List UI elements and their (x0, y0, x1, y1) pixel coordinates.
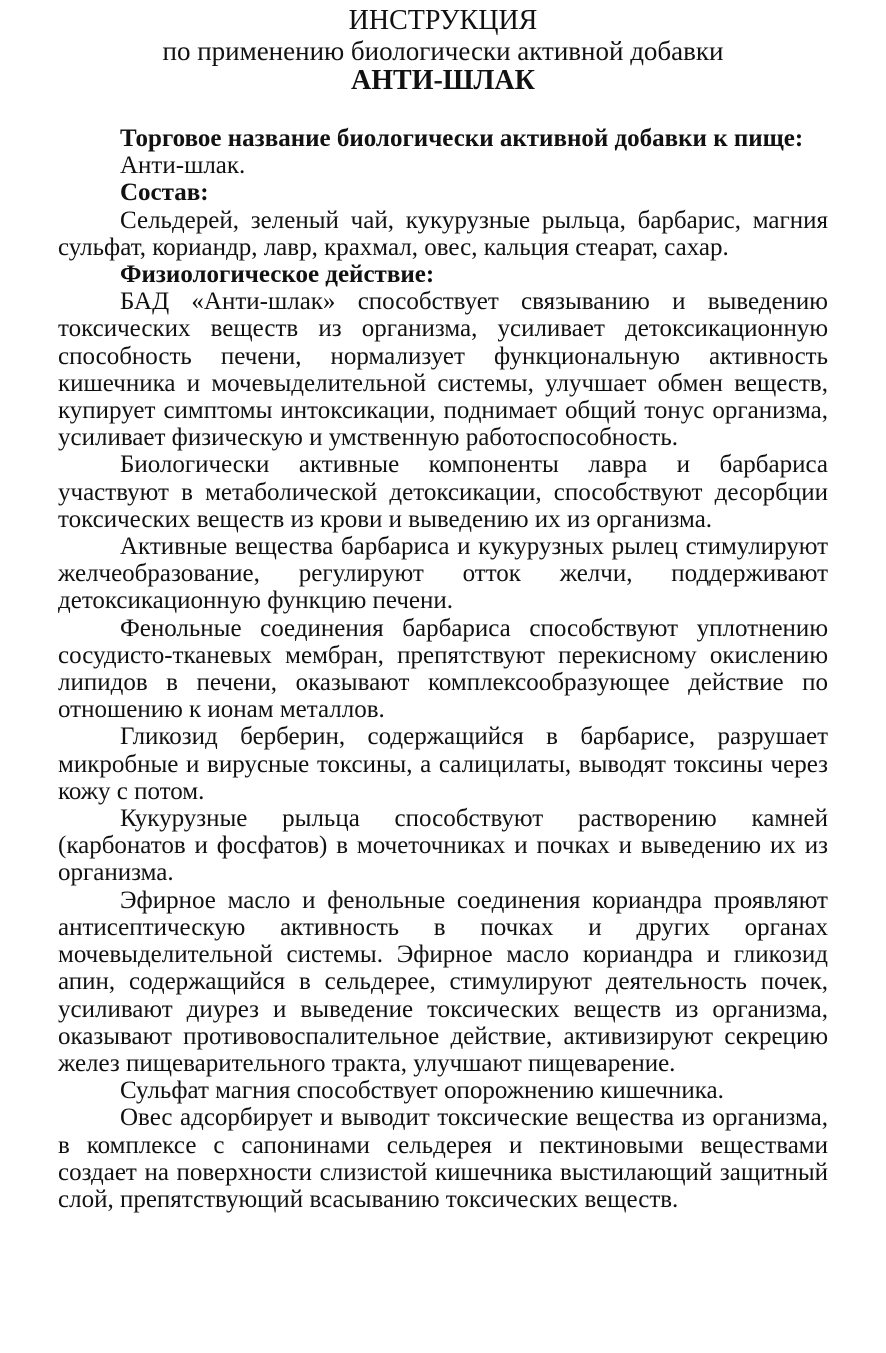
action-paragraph: Активные вещества барбариса и кукурузных рылец стимулируют желчеобразование, регулируют отток желчи, поддерживают детоксикационную функцию печени. (58, 533, 828, 615)
trade-name-heading: Торговое название биологически активной добавки к пище: (120, 125, 804, 152)
composition-text: Сельдерей, зеленый чай, кукурузные рыльца, барбарис, магния сульфат, кориандр, лавр, крахмал, овес, кальция стеарат, сахар. (58, 206, 828, 261)
action-paragraph: Фенольные соединения барбариса способствуют уплотнению сосудисто-тканевых мембран, препятствуют перекисному окислению липидов в печени, оказывают комплексообразующее действие по отношению к ионам металлов. (58, 614, 828, 724)
action-paragraph: Гликозид берберин, содержащийся в барбарисе, разрушает микробные и вирусные токсины, а салицилаты, выводят токсины через кожу с потом. (58, 723, 828, 805)
action-heading: Физиологическое действие: (120, 261, 435, 289)
product-name: АНТИ-ШЛАК (351, 65, 535, 96)
document-title: ИНСТРУКЦИЯ (348, 5, 538, 36)
action-paragraph: Овес адсорбирует и выводит токсические вещества из организма, в комплексе с сапонинами сельдерея и пектиновыми веществами создает на поверхности слизистой кишечника выстилающий защитный слой, препятствующий всасыванию токсических веществ. (58, 1104, 828, 1213)
action-paragraph: Сульфат магния способствует опорожнению кишечника. (120, 1077, 724, 1105)
document-subtitle: по применению биологически активной добавки (162, 36, 724, 66)
action-paragraph: Кукурузные рыльца способствуют растворению камней (карбонатов и фосфатов) в мочеточниках и почках и выведению их из организма. (58, 805, 828, 887)
action-paragraph: БАД «Анти-шлак» способствует связыванию и выведению токсических веществ из организма, усиливает детоксикационную способность печени, нормализует функциональную активность кишечника и мочевыделительной системы, улучшает обмен веществ, купирует симптомы интоксикации, поднимает общий тонус организма, усиливает физическую и умственную работоспособность. (58, 288, 828, 452)
action-paragraph: Биологически активные компоненты лавра и барбариса участвуют в метаболической детоксикации, способствуют десорбции токсических веществ из крови и выведению их из организма. (58, 451, 828, 533)
trade-name-text: Анти-шлак. (120, 152, 246, 180)
action-paragraph: Эфирное масло и фенольные соединения кориандра проявляют антисептическую активность в почках и других органах мочевыделительной системы. Эфирное масло кориандра и гликозид апин, содержащийся в сельдерее, стимулируют деятельность почек, усиливают диурез и выведение токсических веществ из организма, оказывают противовоспалительное действие, активизируют секрецию желез пищеварительного тракта, улучшают пищеварение. (58, 886, 828, 1077)
composition-heading: Состав: (120, 179, 209, 207)
